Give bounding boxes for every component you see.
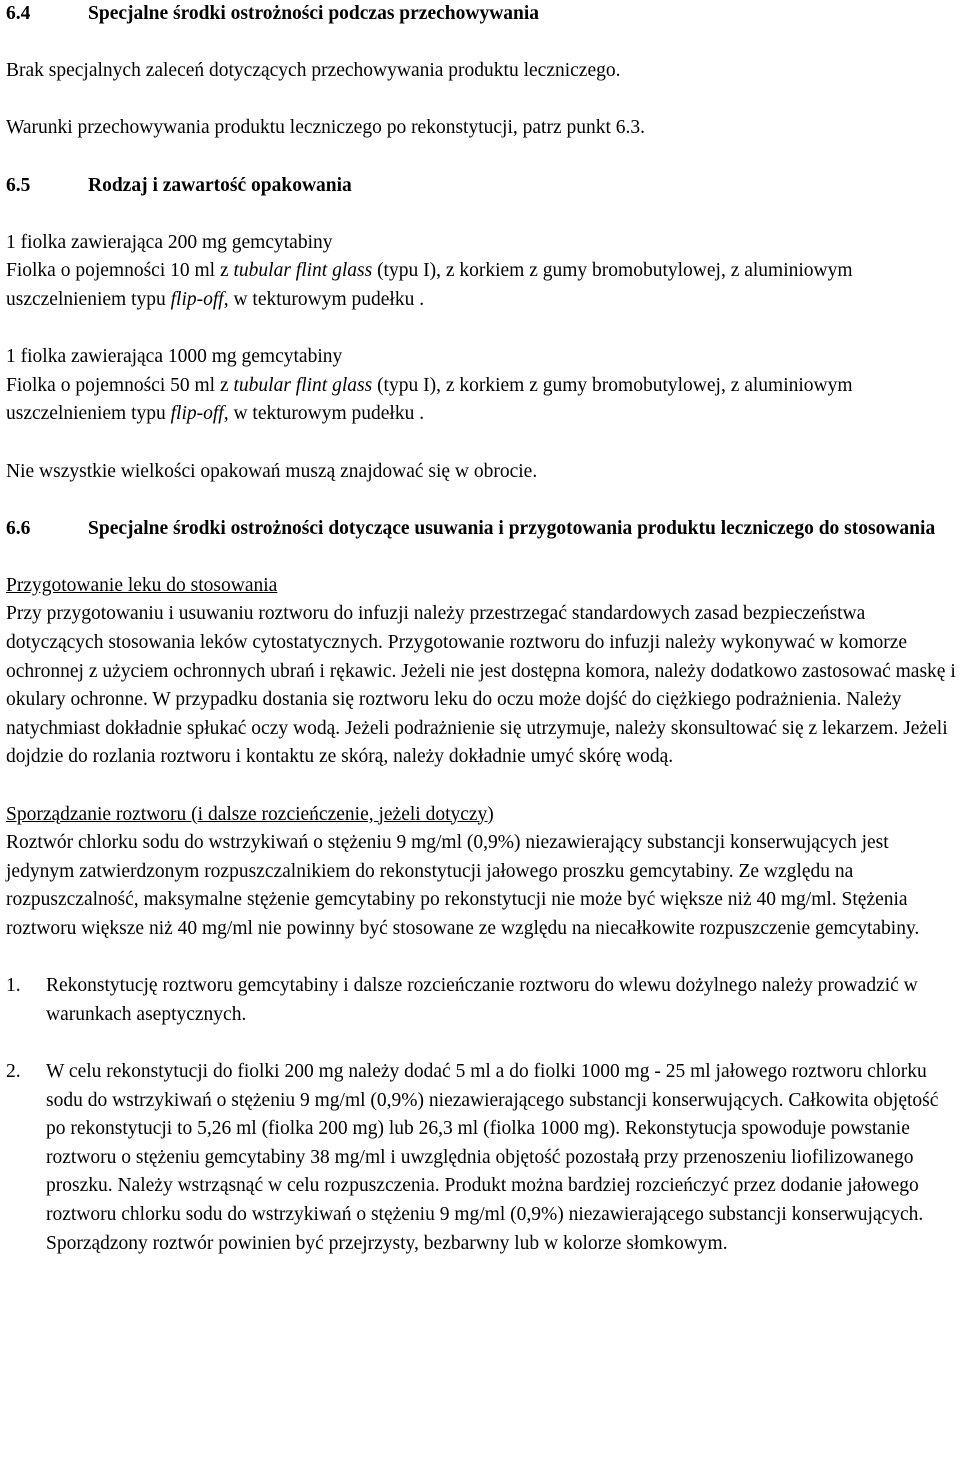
- section-title: Specjalne środki ostrożności dotyczące usuwania i przygotowania produktu leczniczego do stosowania: [88, 517, 936, 539]
- list-item: [6, 972, 960, 1029]
- text-run: , w tekturowym pudełku .: [223, 403, 425, 425]
- list-item-number: 1.: [6, 975, 21, 997]
- italic-run: tubular flint glass: [233, 374, 373, 396]
- list-item-text: Rekonstytucję roztworu gemcytabiny i dalsze rozcieńczanie roztworu do wlewu dożylnego należy prowadzić w warunkach aseptycznych.: [46, 975, 918, 1025]
- italic-run: tubular flint glass: [233, 260, 373, 282]
- pack-1000mg-description: [6, 372, 960, 429]
- storage-after-reconstitution-paragraph: Warunki przechowywania produktu leczniczego po rekonstytucji, patrz punkt 6.3.: [6, 117, 646, 139]
- italic-run: flip-off: [170, 288, 224, 310]
- list-item: [6, 1058, 960, 1258]
- section-6-6-heading: [6, 515, 960, 544]
- pack-200mg-description: [6, 257, 960, 314]
- section-number: 6.6: [6, 517, 31, 539]
- section-6-4-heading: [6, 0, 960, 29]
- pack-200mg-title: 1 fiolka zawierająca 200 mg gemcytabiny: [6, 231, 333, 253]
- reconstitution-subheading: Sporządzanie roztworu (i dalsze rozcieńczenie, jeżeli dotyczy): [6, 803, 494, 825]
- section-number: 6.4: [6, 3, 31, 24]
- text-run: (typu I), z korkiem z gumy bromobutylowej, z aluminiowym uszczelnieniem typu: [6, 260, 853, 310]
- storage-paragraph: Brak specjalnych zaleceń dotyczących przechowywania produktu leczniczego.: [6, 60, 621, 82]
- pack-1000mg-title: 1 fiolka zawierająca 1000 mg gemcytabiny: [6, 346, 343, 368]
- reconstitution-paragraph: Roztwór chlorku sodu do wstrzykiwań o stężeniu 9 mg/ml (0,9%) niezawierający substancji konserwujących jest jedynym zatwierdzonym rozpuszczalnikiem do rekonstytucji jałowego proszku gemcytabiny. Ze względu na rozpuszczalność, maksymalne stężenie gemcytabiny po rekonstytucji nie może być większe niż 40 mg/ml. Stężenia roztworu większe niż 40 mg/ml nie powinny być stosowane ze względu na niecałkowite rozpuszczenie gemcytabiny.: [6, 832, 920, 939]
- preparation-paragraph: Przy przygotowaniu i usuwaniu roztworu do infuzji należy przestrzegać standardowych zasad bezpieczeństwa dotyczących stosowania leków cytostatycznych. Przygotowanie roztworu do infuzji należy wykonywać w komorze ochronnej z użyciem ochronnych ubrań i rękawic. Jeżeli nie jest dostępna komora, należy dodatkowo zastosować maskę i okulary ochronne. W przypadku dostania się roztworu leku do oczu może dojść do ciężkiego podrażnienia. Należy natychmiast dokładnie spłukać oczy wodą. Jeżeli podrażnienie się utrzymuje, należy skonsultować się z lekarzem. Jeżeli dojdzie do rozlania roztworu i kontaktu ze skórą, należy dokładnie umyć skórę wodą.: [6, 603, 956, 768]
- list-item-number: 2.: [6, 1060, 21, 1082]
- italic-run: flip-off: [170, 403, 224, 425]
- section-6-5-heading: [6, 172, 960, 201]
- text-run: (typu I), z korkiem z gumy bromobutylowej, z aluminiowym uszczelnieniem typu: [6, 374, 853, 425]
- section-number: 6.5: [6, 174, 31, 196]
- text-run: Fiolka o pojemności 10 ml z: [6, 260, 234, 282]
- text-run: Fiolka o pojemności 50 ml z: [6, 374, 234, 396]
- list-item-text: W celu rekonstytucji do fiolki 200 mg należy dodać 5 ml a do fiolki 1000 mg - 25 ml jałowego roztworu chlorku sodu do wstrzykiwań o stężeniu 9 mg/ml (0,9%) niezawierającego substancji konserwujących. Całkowita objętość po rekonstytucji to 5,26 ml (fiolka 200 mg) lub 26,3 ml (fiolka 1000 mg). Rekonstytucja spowoduje powstanie roztworu o stężeniu gemcytabiny 38 mg/ml i uwzględnia objętość pozostałą przy przenoszeniu liofilizowanego proszku. Należy wstrząsnąć w celu rozpuszczenia. Produkt można bardziej rozcieńczyć przez dodanie jałowego roztworu chlorku sodu do wstrzykiwań o stężeniu 9 mg/ml (0,9%) niezawierającego substancji konserwujących. Sporządzony roztwór powinien być przejrzysty, bezbarwny lub w kolorze słomkowym.: [46, 1060, 939, 1254]
- pack-availability-note: Nie wszystkie wielkości opakowań muszą znajdować się w obrocie.: [6, 460, 538, 482]
- text-run: , w tekturowym pudełku .: [223, 288, 425, 310]
- preparation-subheading: Przygotowanie leku do stosowania: [6, 574, 278, 596]
- section-title: Rodzaj i zawartość opakowania: [88, 174, 352, 196]
- section-title: Specjalne środki ostrożności podczas przechowywania: [88, 3, 540, 24]
